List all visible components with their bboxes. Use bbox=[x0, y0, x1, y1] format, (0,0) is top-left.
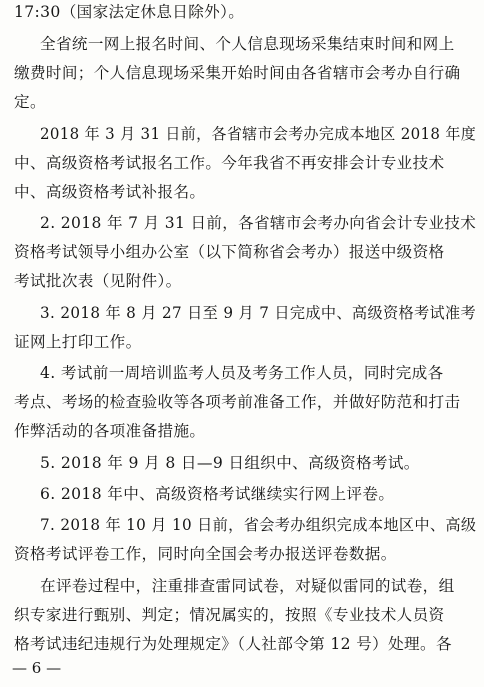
text-line-5: 2018 年 3 月 31 日前，各省辖市会考办完成本地区 2018 年度 bbox=[40, 125, 477, 143]
text-line-19: 资格考试评卷工作，同时向全国会考办报送评卷数据。 bbox=[14, 545, 397, 563]
text-line-12: 证网上打印工作。 bbox=[14, 333, 142, 351]
page-number: — 6 — bbox=[12, 659, 62, 677]
text-line-10: 考试批次表（见附件）。 bbox=[14, 272, 182, 290]
text-line-3: 缴费时间；个人信息现场采集开始时间由各省辖市会考办自行确 bbox=[14, 64, 461, 82]
text-line-4: 定。 bbox=[14, 93, 46, 111]
text-line-7: 中、高级资格考试补报名。 bbox=[14, 183, 206, 201]
text-line-16: 5. 2018 年 9 月 8 日—9 日组织中、高级资格考试。 bbox=[40, 454, 420, 472]
text-line-17: 6. 2018 年中、高级资格考试继续实行网上评卷。 bbox=[40, 485, 395, 503]
text-line-8: 2. 2018 年 7 月 31 日前，各省辖市会考办向省会计专业技术 bbox=[40, 214, 477, 232]
text-line-9: 资格考试领导小组办公室（以下简称省会考办）报送中级资格 bbox=[14, 243, 445, 261]
text-line-1: 17:30（国家法定休息日除外）。 bbox=[14, 3, 245, 21]
text-line-18: 7. 2018 年 10 月 10 日前，省会考办组织完成本地区中、高级 bbox=[40, 516, 477, 534]
text-line-2: 全省统一网上报名时间、个人信息现场采集结束时间和网上 bbox=[40, 35, 455, 53]
text-line-21: 织专家进行甄别、判定；情况属实的，按照《专业技术人员资 bbox=[14, 606, 445, 624]
text-line-22: 格考试违纪违规行为处理规定》（人社部令第 12 号）处理。各 bbox=[14, 635, 452, 653]
text-line-15: 作弊活动的各项准备措施。 bbox=[14, 422, 206, 440]
text-line-6: 中、高级资格考试报名工作。今年我省不再安排会计专业技术 bbox=[14, 154, 445, 172]
text-line-13: 4. 考试前一周培训监考人员及考务工作人员，同时完成各 bbox=[40, 364, 444, 382]
text-line-20: 在评卷过程中，注重排查雷同试卷，对疑似雷同的试卷，组 bbox=[40, 577, 455, 595]
text-line-11: 3. 2018 年 8 月 27 日至 9 月 7 日完成中、高级资格考试准考 bbox=[40, 304, 477, 322]
text-line-14: 考点、考场的检查验收等各项考前准备工作，并做好防范和打击 bbox=[14, 393, 461, 411]
